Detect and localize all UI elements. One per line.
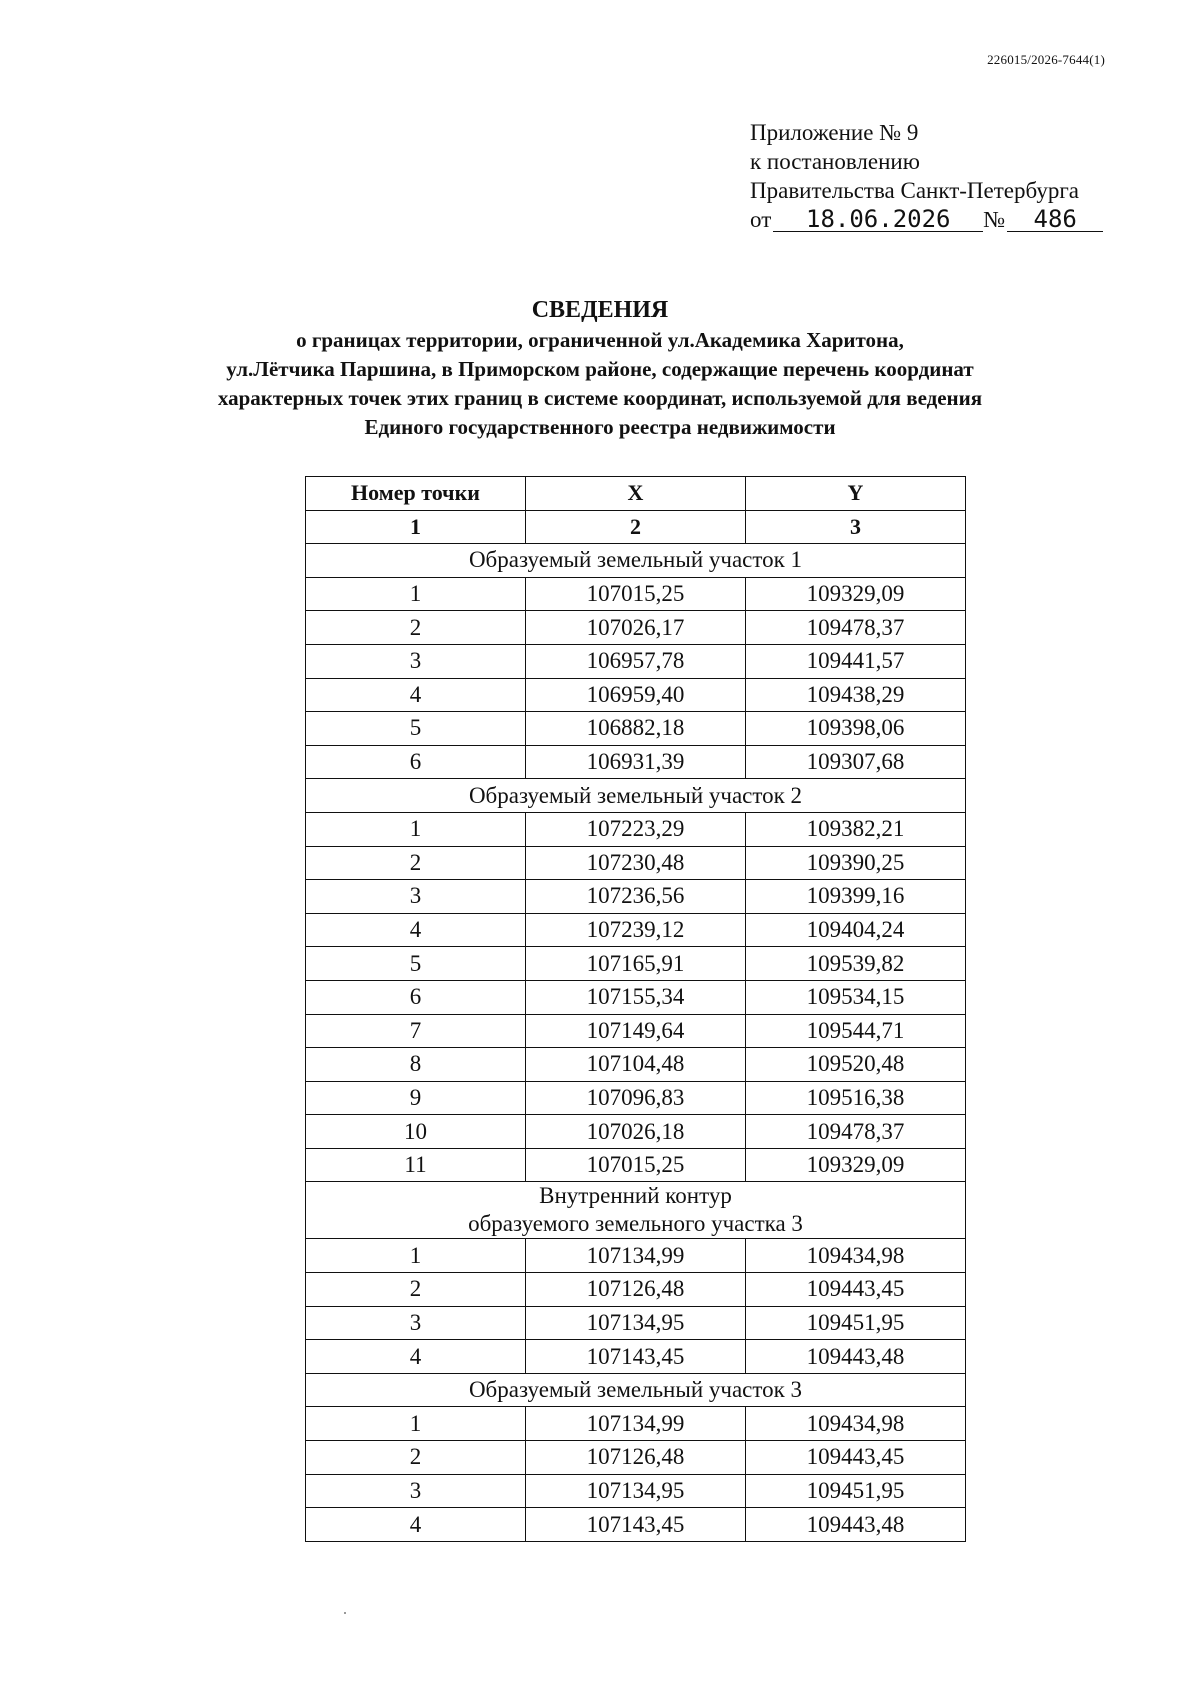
point-number-cell: 4 xyxy=(306,678,526,712)
point-number-cell: 4 xyxy=(306,913,526,947)
appendix-date-number-row xyxy=(750,205,1103,234)
x-coordinate-cell: 106957,78 xyxy=(526,644,746,678)
point-number-cell: 6 xyxy=(306,745,526,779)
table-row xyxy=(306,880,966,914)
section-title xyxy=(306,544,966,578)
y-coordinate-cell: 109438,29 xyxy=(746,678,966,712)
x-coordinate-cell: 107165,91 xyxy=(526,947,746,981)
point-number-cell: 7 xyxy=(306,1014,526,1048)
x-coordinate-cell: 107236,56 xyxy=(526,880,746,914)
y-coordinate-cell: 109434,98 xyxy=(746,1239,966,1273)
y-coordinate-cell: 109329,09 xyxy=(746,1148,966,1182)
y-coordinate-cell: 109443,48 xyxy=(746,1340,966,1374)
point-number-cell: 8 xyxy=(306,1048,526,1082)
table-row xyxy=(306,1081,966,1115)
y-coordinate-cell: 109443,45 xyxy=(746,1273,966,1307)
x-coordinate-cell: 107230,48 xyxy=(526,846,746,880)
number-label: № xyxy=(983,207,1006,232)
y-coordinate-cell: 109399,16 xyxy=(746,880,966,914)
x-coordinate-cell: 107126,48 xyxy=(526,1441,746,1475)
table-row xyxy=(306,644,966,678)
x-coordinate-cell: 107015,25 xyxy=(526,1148,746,1182)
point-number-cell: 5 xyxy=(306,712,526,746)
y-coordinate-cell: 109544,71 xyxy=(746,1014,966,1048)
x-coordinate-cell: 107026,17 xyxy=(526,611,746,645)
document-title-block xyxy=(0,294,1200,442)
resolution-date: 18.06.2026 xyxy=(773,207,983,232)
section-title-line: Образуемый земельный участок 3 xyxy=(468,1377,803,1403)
y-coordinate-cell: 109539,82 xyxy=(746,947,966,981)
coordinates-table xyxy=(305,476,966,1542)
y-coordinate-cell: 109390,25 xyxy=(746,846,966,880)
x-coordinate-cell: 107134,95 xyxy=(526,1474,746,1508)
x-coordinate-cell: 106959,40 xyxy=(526,678,746,712)
title-line-1: о границах территории, ограниченной ул.Академика Харитона, xyxy=(296,328,904,352)
x-coordinate-cell: 107155,34 xyxy=(526,980,746,1014)
table-row xyxy=(306,846,966,880)
appendix-block xyxy=(750,118,1103,234)
x-coordinate-cell: 107239,12 xyxy=(526,913,746,947)
column-number-row xyxy=(306,510,966,544)
table-row xyxy=(306,1407,966,1441)
y-coordinate-cell: 109404,24 xyxy=(746,913,966,947)
table-header-row xyxy=(306,477,966,511)
table-row xyxy=(306,1014,966,1048)
point-number-cell: 1 xyxy=(306,1239,526,1273)
point-number-cell: 1 xyxy=(306,1407,526,1441)
section-title-line: Внутренний контур xyxy=(539,1183,732,1209)
resolution-number: 486 xyxy=(1007,207,1103,232)
table-row xyxy=(306,1148,966,1182)
table-row xyxy=(306,812,966,846)
y-coordinate-cell: 109443,45 xyxy=(746,1441,966,1475)
y-coordinate-cell: 109478,37 xyxy=(746,611,966,645)
point-number-cell: 2 xyxy=(306,846,526,880)
y-coordinate-cell: 109382,21 xyxy=(746,812,966,846)
table-row xyxy=(306,1474,966,1508)
title-line-4: Единого государственного реестра недвижимости xyxy=(364,415,836,439)
table-body xyxy=(306,544,966,1542)
x-coordinate-cell: 107026,18 xyxy=(526,1115,746,1149)
y-coordinate-cell: 109451,95 xyxy=(746,1306,966,1340)
point-number-cell: 1 xyxy=(306,812,526,846)
y-coordinate-cell: 109329,09 xyxy=(746,577,966,611)
point-number-cell: 1 xyxy=(306,577,526,611)
header-x: X xyxy=(526,477,746,511)
x-coordinate-cell: 107134,99 xyxy=(526,1239,746,1273)
point-number-cell: 6 xyxy=(306,980,526,1014)
x-coordinate-cell: 107126,48 xyxy=(526,1273,746,1307)
table-row xyxy=(306,980,966,1014)
table-row xyxy=(306,1508,966,1542)
header-point-number: Номер точки xyxy=(306,477,526,511)
y-coordinate-cell: 109478,37 xyxy=(746,1115,966,1149)
point-number-cell: 4 xyxy=(306,1508,526,1542)
y-coordinate-cell: 109443,48 xyxy=(746,1508,966,1542)
point-number-cell: 9 xyxy=(306,1081,526,1115)
section-header-row xyxy=(306,779,966,813)
x-coordinate-cell: 107134,99 xyxy=(526,1407,746,1441)
x-coordinate-cell: 107149,64 xyxy=(526,1014,746,1048)
section-title xyxy=(306,779,966,813)
appendix-title: Приложение № 9 xyxy=(750,120,919,145)
document-heading: СВЕДЕНИЯ xyxy=(531,297,669,323)
point-number-cell: 3 xyxy=(306,880,526,914)
table-row xyxy=(306,947,966,981)
column-number-2: 2 xyxy=(526,510,746,544)
y-coordinate-cell: 109434,98 xyxy=(746,1407,966,1441)
point-number-cell: 5 xyxy=(306,947,526,981)
table-row xyxy=(306,745,966,779)
table-row xyxy=(306,913,966,947)
point-number-cell: 3 xyxy=(306,644,526,678)
x-coordinate-cell: 106882,18 xyxy=(526,712,746,746)
table-row xyxy=(306,1306,966,1340)
point-number-cell: 2 xyxy=(306,1273,526,1307)
title-line-2: ул.Лётчика Паршина, в Приморском районе, содержащие перечень координат xyxy=(226,357,974,381)
column-number-1: 1 xyxy=(306,510,526,544)
section-title-line: Образуемый земельный участок 1 xyxy=(468,547,803,573)
y-coordinate-cell: 109516,38 xyxy=(746,1081,966,1115)
section-header-row xyxy=(306,1182,966,1239)
section-title xyxy=(306,1182,966,1239)
table-row xyxy=(306,577,966,611)
point-number-cell: 3 xyxy=(306,1306,526,1340)
y-coordinate-cell: 109398,06 xyxy=(746,712,966,746)
x-coordinate-cell: 107134,95 xyxy=(526,1306,746,1340)
x-coordinate-cell: 107104,48 xyxy=(526,1048,746,1082)
x-coordinate-cell: 107015,25 xyxy=(526,577,746,611)
table-row xyxy=(306,1048,966,1082)
scan-speck xyxy=(344,1612,346,1614)
appendix-line-government: Правительства Санкт-Петербурга xyxy=(750,178,1079,203)
y-coordinate-cell: 109307,68 xyxy=(746,745,966,779)
table-row xyxy=(306,712,966,746)
x-coordinate-cell: 107096,83 xyxy=(526,1081,746,1115)
table-row xyxy=(306,1340,966,1374)
document-code: 226015/2026-7644(1) xyxy=(987,52,1105,67)
section-title-line: образуемого земельного участка 3 xyxy=(468,1211,803,1237)
x-coordinate-cell: 107223,29 xyxy=(526,812,746,846)
point-number-cell: 3 xyxy=(306,1474,526,1508)
title-line-3: характерных точек этих границ в системе координат, используемой для ведения xyxy=(217,386,983,410)
point-number-cell: 10 xyxy=(306,1115,526,1149)
table-row xyxy=(306,678,966,712)
section-title-line: Образуемый земельный участок 2 xyxy=(468,782,803,808)
point-number-cell: 4 xyxy=(306,1340,526,1374)
x-coordinate-cell: 106931,39 xyxy=(526,745,746,779)
y-coordinate-cell: 109441,57 xyxy=(746,644,966,678)
x-coordinate-cell: 107143,45 xyxy=(526,1508,746,1542)
point-number-cell: 2 xyxy=(306,611,526,645)
y-coordinate-cell: 109451,95 xyxy=(746,1474,966,1508)
table-row xyxy=(306,1273,966,1307)
table-row xyxy=(306,1115,966,1149)
table-row xyxy=(306,611,966,645)
section-header-row xyxy=(306,544,966,578)
appendix-line-resolution: к постановлению xyxy=(750,149,920,174)
table-row xyxy=(306,1239,966,1273)
y-coordinate-cell: 109520,48 xyxy=(746,1048,966,1082)
section-header-row xyxy=(306,1373,966,1407)
y-coordinate-cell: 109534,15 xyxy=(746,980,966,1014)
point-number-cell: 11 xyxy=(306,1148,526,1182)
header-y: Y xyxy=(746,477,966,511)
column-number-3: 3 xyxy=(746,510,966,544)
from-label: от xyxy=(750,207,772,232)
section-title xyxy=(306,1373,966,1407)
x-coordinate-cell: 107143,45 xyxy=(526,1340,746,1374)
point-number-cell: 2 xyxy=(306,1441,526,1475)
table-row xyxy=(306,1441,966,1475)
